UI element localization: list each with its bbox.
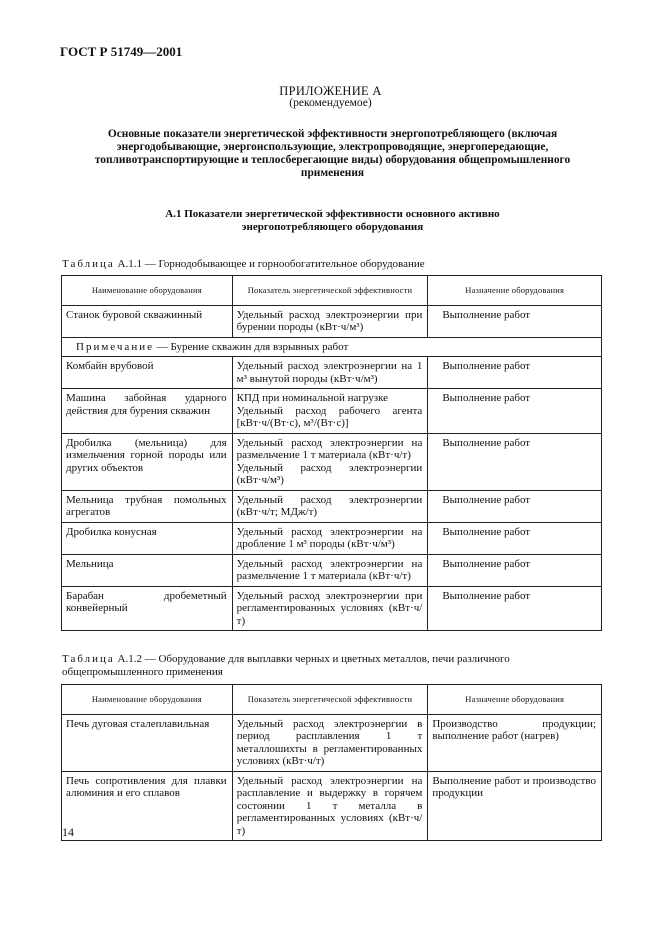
- table-row: [62, 357, 602, 389]
- table2-caption-text: А.1.2 — Оборудование для выплавки черных и цветных металлов, печи различного: [117, 653, 510, 665]
- main-title: Основные показатели энергетической эффективности энергопотребляющего (включая энергодобывающие, энергоиспользующие, электропроводящие, энергопередающие, топливотранспортирующие и теплосберегающие виды) оборудования общепромышленного применения: [94, 128, 571, 179]
- table-note-row: [62, 337, 602, 357]
- efficiency-indicator: [232, 433, 428, 490]
- efficiency-indicator: Удельный расход электроэнергии при бурении породы (кВт·ч/м³): [232, 305, 428, 337]
- table1-header-row: [62, 276, 602, 306]
- table1-header-indicator: Показатель энергетической эффективности: [232, 276, 428, 306]
- equipment-name: Барабан дробеметный конвейерный: [62, 586, 233, 631]
- indicator-line: Удельный расход рабочего агента [кВт·ч/(Вт·с), м³/(Вт·с)]: [236, 404, 423, 429]
- equipment-purpose: Выполнение работ: [428, 357, 602, 389]
- indicator-line: КПД при номинальной нагрузке: [236, 392, 389, 404]
- page-number: 14: [62, 825, 74, 839]
- table2-caption: [62, 653, 510, 679]
- table-row: [62, 714, 602, 771]
- equipment-purpose: Выполнение работ: [428, 554, 602, 586]
- note-label: Примечание: [76, 340, 154, 353]
- table2-header-name: Наименование оборудования: [62, 685, 233, 715]
- equipment-purpose: Выполнение работ и производство продукции: [428, 771, 602, 841]
- equipment-name: Дробилка (мельница) для измельчения горной породы или других объектов: [62, 433, 233, 490]
- table2-header-row: [62, 685, 602, 715]
- table-row: [62, 490, 602, 522]
- table-row: [62, 554, 602, 586]
- table2: [61, 684, 602, 841]
- equipment-purpose: Выполнение работ: [428, 522, 602, 554]
- equipment-name: Станок буровой скважинный: [62, 305, 233, 337]
- equipment-name: Печь дуговая сталеплавильная: [62, 714, 233, 771]
- equipment-purpose: Выполнение работ: [428, 490, 602, 522]
- appendix-subtitle: (рекомендуемое): [289, 97, 372, 109]
- note-text: — Бурение скважин для взрывных работ: [156, 340, 349, 353]
- table2-header-purpose: Назначение оборудования: [428, 685, 602, 715]
- table1-caption-label: Таблица: [62, 258, 115, 270]
- table2-caption-text2: общепромышленного применения: [62, 666, 223, 678]
- table1-header-name: Наименование оборудования: [62, 276, 233, 306]
- table-row: [62, 522, 602, 554]
- equipment-name: Мельница: [62, 554, 233, 586]
- table-row: [62, 771, 602, 841]
- efficiency-indicator: Удельный расход электроэнергии при регламентированных условиях (кВт·ч/т): [232, 586, 428, 631]
- table-row: [62, 433, 602, 490]
- table-row: [62, 305, 602, 337]
- efficiency-indicator: Удельный расход электроэнергии в период расплавления 1 т металлошихты в регламентированных условиях (кВт·ч/т): [232, 714, 428, 771]
- table-row: [62, 586, 602, 631]
- equipment-purpose: Выполнение работ: [428, 389, 602, 434]
- efficiency-indicator: Удельный расход электроэнергии на размельчение 1 т материала (кВт·ч/т): [232, 554, 428, 586]
- equipment-purpose: Выполнение работ: [428, 586, 602, 631]
- equipment-name: Дробилка конусная: [62, 522, 233, 554]
- equipment-purpose: Производство продукции; выполнение работ (нагрев): [428, 714, 602, 771]
- equipment-name: Печь сопротивления для плавки алюминия и его сплавов: [62, 771, 233, 841]
- efficiency-indicator: Удельный расход электроэнергии (кВт·ч/т; МДж/т): [232, 490, 428, 522]
- efficiency-indicator: [232, 389, 428, 434]
- efficiency-indicator: Удельный расход электроэнергии на дробление 1 м³ породы (кВт·ч/м³): [232, 522, 428, 554]
- table2-caption-label: Таблица: [62, 653, 115, 665]
- equipment-purpose: Выполнение работ: [428, 305, 602, 337]
- efficiency-indicator: Удельный расход электроэнергии на расплавление и выдержку в горячем состоянии 1 т металла в регламентированных условиях (кВт·ч/т): [232, 771, 428, 841]
- table1: [61, 275, 602, 631]
- equipment-name: Комбайн врубовой: [62, 357, 233, 389]
- table1-caption-text: А.1.1 — Горнодобывающее и горнообогатительное оборудование: [117, 258, 425, 270]
- equipment-name: Машина забойная ударного действия для бурения скважин: [62, 389, 233, 434]
- equipment-purpose: Выполнение работ: [428, 433, 602, 490]
- indicator-line: Удельный расход электроэнергии на размельчение 1 т материала (кВт·ч/т): [236, 436, 423, 461]
- appendix-title: ПРИЛОЖЕНИЕ А: [279, 84, 382, 98]
- table-note: [62, 337, 602, 357]
- table1-caption: [62, 258, 425, 271]
- document-code: ГОСТ Р 51749—2001: [60, 44, 183, 59]
- efficiency-indicator: Удельный расход электроэнергии на 1 м³ вынутой породы (кВт·ч/м³): [232, 357, 428, 389]
- equipment-name: Мельница трубная помольных агрегатов: [62, 490, 233, 522]
- table2-header-indicator: Показатель энергетической эффективности: [232, 685, 428, 715]
- indicator-line: Удельный расход электроэнергии (кВт·ч/м³): [236, 461, 423, 486]
- section-title: А.1 Показатели энергетической эффективности основного активно энергопотребляющего оборудования: [165, 208, 500, 233]
- table1-header-purpose: Назначение оборудования: [428, 276, 602, 306]
- table-row: [62, 389, 602, 434]
